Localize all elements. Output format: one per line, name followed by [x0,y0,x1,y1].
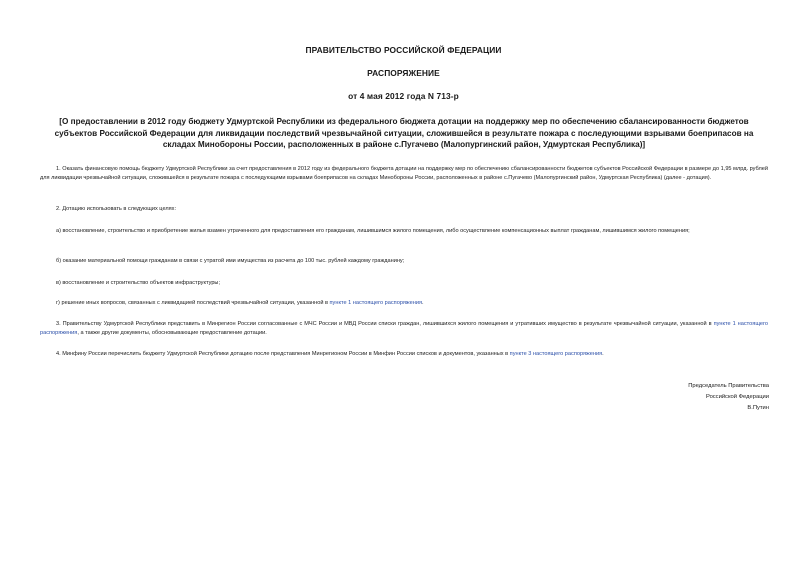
paragraph-3-end: , а также другие документы, обосновывающие предоставление дотации. [77,330,267,337]
document-date-number: от 4 мая 2012 года N 713-р [348,91,459,101]
paragraph-4 [40,350,768,359]
paragraph-3 [40,320,768,339]
paragraph-2: 2. Дотацию использовать в следующих целях: [56,206,177,212]
signature-block [688,381,769,414]
paragraph-2v: в) восстановление и строительство объектов инфраструктуры; [56,280,221,286]
signature-name: В.Путин [747,405,769,411]
paragraph-4-text: 4. Минфину России перечислить бюджету Удмуртской Республики дотацию после представления Минрегионом России в Минфин России списков и документов, указанных в [56,351,510,357]
paragraph-4-end: . [602,351,604,357]
paragraph-2a: а) восстановление, строительство и приобретение жилья взамен утраченного для предоставления его гражданам, лишившимся жилого помещения, либо осуществление компенсационных выплат гражданам, лишившимся жилого помещения; [56,228,690,234]
document-type-heading: РАСПОРЯЖЕНИЕ [367,68,440,78]
signature-organization: Российской Федерации [705,394,769,400]
paragraph-2g-end: . [422,300,424,306]
paragraph-1: 1. Оказать финансовую помощь бюджету Удмуртской Республики за счет предоставления в 2012 году из федерального бюджета дотации на поддержку мер по обеспечению сбалансированности бюджетов субъектов Российской Федерации в размере до 1,95 млрд. рублей для ликвидации чрезвычайной ситуации, сложившейся в результате пожара с последующими взрывами боеприпасов на складах Минобороны России, расположенных в районе с.Пугачево (Малопургинский район, Удмуртская Республика) (далее - дотация). [40,166,768,182]
link-point-3[interactable]: пункте 3 настоящего распоряжения [509,351,603,357]
paragraph-2g [40,299,768,308]
link-point-1[interactable]: пункте 1 настоящего распоряжения [40,321,768,337]
link-point-1[interactable]: пункте 1 настоящего распоряжения [329,300,422,306]
document-title: [О предоставлении в 2012 году бюджету Удмуртской Республики из федерального бюджета дотации на поддержку мер по обеспечению сбалансированности бюджетов субъектов Российской Федерации для ликвидации последствий чрезвычайной ситуации, сложившейся в результате пожара с последующими взрывами боеприпасов на складах Минобороны России, расположенных в районе с.Пугачево (Малопургинский район, Удмуртская Республика)] [54,117,754,149]
signature-position: Председатель Правительства [688,383,769,389]
government-heading: ПРАВИТЕЛЬСТВО РОССИЙСКОЙ ФЕДЕРАЦИИ [305,45,502,55]
paragraph-3-text: 3. Правительству Удмуртской Республики представить в Минрегион России согласованные с МЧС России и МВД России списки граждан, лишившихся жилого помещения и утративших имущество в результате чрезвычайной ситуации, указанной в [56,321,714,327]
paragraph-2b: б) оказание материальной помощи гражданам в связи с утратой ими имущества из расчета до 100 тыс. рублей каждому гражданину; [56,258,405,264]
paragraph-2g-text: г) решение иных вопросов, связанных с ликвидацией последствий чрезвычайной ситуации, указанной в [56,300,330,306]
